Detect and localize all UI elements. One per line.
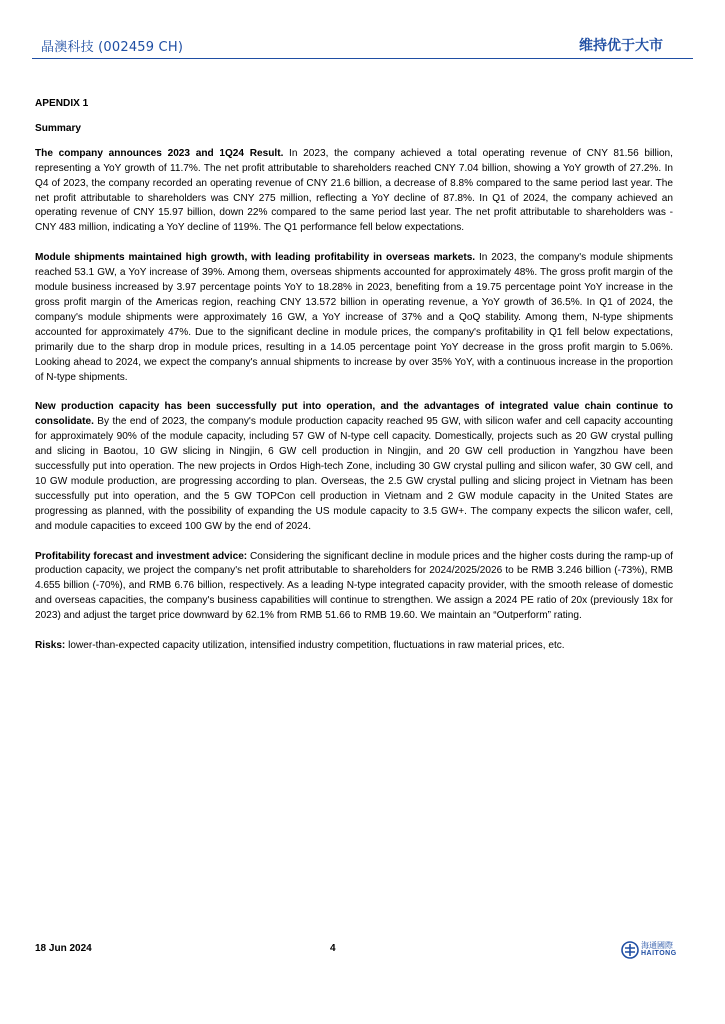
paragraph-lead: Risks: xyxy=(35,640,66,652)
paragraph-lead: Profitability forecast and investment advice: xyxy=(35,550,248,562)
haitong-logo xyxy=(621,940,681,964)
paragraph-text: In 2023, the company's module shipments reached 53.1 GW, a YoY increase of 39%. Among them, overseas shipments accounted for approximately 48%. The gross profit margin of the module business increased by 3.97 percentage points YoY to 18.28% in 2023, benefiting from a 19.75 percentage point YoY increase in the gross profit margin of the Americas region, reaching CNY 13.572 billion in operating revenue, a YoY growth of 36.5%. In Q1 of 2024, the company's module shipments were approximately 16 GW, a YoY increase of 37% and a QoQ stability. Among them, N-type shipments accounted for approximately 47%. Due to the significant decline in module prices, the company's profitability in Q1 fell below expectations, primarily due to the sharp drop in module prices, resulting in a 14.05 percentage point YoY decrease in the gross profit margin to 5.06%. Looking ahead to 2024, we expect the company's annual shipments to increase by over 35% YoY, with a continuous increase in the proportion of N-type shipments. xyxy=(35,252,673,383)
paragraph-capacity xyxy=(35,400,673,534)
paragraph-results xyxy=(35,147,673,236)
paragraph-lead: New production capacity has been successfully put into operation, and the advantages of integrated value chain continue to consolidate. xyxy=(35,401,673,428)
report-body xyxy=(35,97,673,669)
paragraph-risks xyxy=(35,639,673,654)
page-number: 4 xyxy=(330,943,336,954)
page-header xyxy=(0,0,725,60)
header-divider xyxy=(32,58,693,59)
report-date: 18 Jun 2024 xyxy=(35,943,92,954)
summary-title: Summary xyxy=(35,122,82,134)
logo-chinese-text: 海通國際 xyxy=(641,941,673,950)
paragraph-text: Considering the significant decline in module prices and the higher costs during the ramp-up of production capacity, we project the company's net profit attributable to shareholders for 2024/2025/2026 to be RMB 3.246 billion (-73%), RMB 4.655 billion (-70%), and RMB 6.76 billion, respectively. As a leading N-type integrated capacity provider, with the smooth release of domestic and overseas capacities, the company's business capabilities will continue to strengthen. We assign a 2024 PE ratio of 20x (previously 18x for 2023) and adjust the target price downward by 62.1% from RMB 51.66 to RMB 19.60. We maintain an “Outperform” rating. xyxy=(35,550,673,622)
haitong-emblem-icon xyxy=(621,941,639,959)
paragraph-text: lower-than-expected capacity utilization, intensified industry competition, fluctuations in raw material prices, etc. xyxy=(65,640,565,652)
paragraph-text: By the end of 2023, the company's module production capacity reached 95 GW, with silicon wafer and cell capacity accounting for approximately 90% of the module capacity, including 57 GW of N-type cell capacity. Domestically, projects such as 20 GW crystal pulling and slicing in Baotou, 10 GW slicing in Ningjin, 6 GW cell production in Ningjin, and 20 GW cell production in Yangzhou have been successfully put into operation. The new projects in Ordos High-tech Zone, including 30 GW crystal pulling and silicon wafer, 30 GW cell, and 10 GW module production, are progressing according to plan. Overseas, the 2.5 GW crystal pulling and slicing project in Vietnam has been successfully put into operation, and the 5 GW TOPCon cell production in Vietnam and 2 GW module capacity in the United States are progressing as planned, with the possibility of expanding the US module capacity to 3.5 GW+. The company expects the silicon wafer, cell, and module capacities to exceed 100 GW by the end of 2024. xyxy=(35,416,673,532)
appendix-label: APENDIX 1 xyxy=(35,98,89,109)
paragraph-forecast xyxy=(35,550,673,625)
page-footer xyxy=(0,935,725,975)
paragraph-shipments xyxy=(35,251,673,385)
paragraph-text: In 2023, the company achieved a total operating revenue of CNY 81.56 billion, representing a YoY growth of 11.7%. The net profit attributable to shareholders reached CNY 7.04 billion, showing a YoY growth of 27.2%. In Q4 of 2023, the company recorded an operating revenue of CNY 21.6 billion, a decrease of 8.8% compared to the same period last year. The net profit attributable to shareholders was CNY 275 million, reflecting a YoY decline of 87.8%. In Q1 of 2024, the company achieved an operating revenue of CNY 15.97 billion, down 22% compared to the same period last year. The net profit attributable to shareholders was -CNY 483 million, indicating a YoY decline of 119%. The Q1 performance fell below expectations. xyxy=(35,147,673,234)
company-ticker: 晶澳科技 (002459 CH) xyxy=(41,40,184,55)
rating-slogan: 维持优于大市 xyxy=(579,38,663,54)
paragraph-lead: The company announces 2023 and 1Q24 Result. xyxy=(35,147,284,159)
paragraph-lead: Module shipments maintained high growth, with leading profitability in overseas markets. xyxy=(35,252,476,264)
logo-english-text: HAITONG xyxy=(641,950,677,957)
